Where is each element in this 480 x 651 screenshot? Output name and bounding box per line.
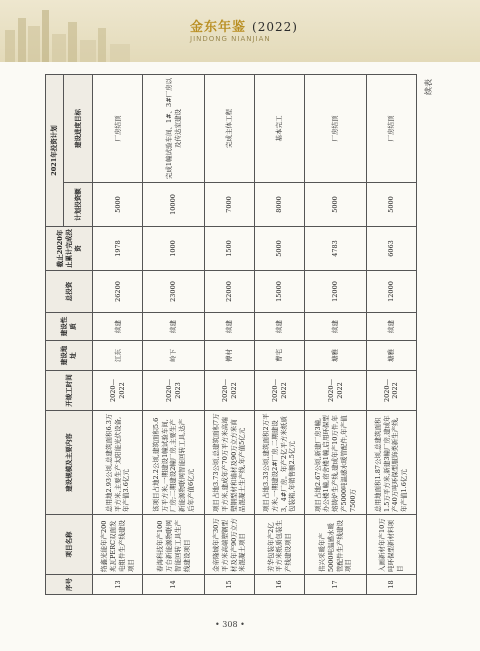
cell-cumulative: 1500 [205,227,255,271]
cell-location: 傅村 [205,341,255,371]
cell-progress: 厂房结顶 [305,75,367,183]
cell-name: 入画新材年产10万吨环保型新材料项目 [366,515,416,575]
cell-total: 12000 [366,271,416,313]
cell-total: 22000 [205,271,255,313]
cell-scale: 总用地面积1.87公顷,总建筑面积1.5万平方米,新建3幢厂房,建成年产40万吨环保型服饰类新生产线,年产值1.6亿元 [366,411,416,515]
cell-plan: 10000 [143,183,205,227]
cell-scale: 该项目占地2.2公顷,建筑面积5.6万平方米,一期建设1幢试验车间,厂房;二期建设2幢厂房,主要生产新能源物联网智能回转工具,达产后年产值6亿元 [143,411,205,515]
table-row [255,75,305,595]
table-body [93,75,417,595]
cell-scale: 项目占地2.67公顷,新建厂房3幢,办公楼1幢,宿舍楼1幢,启用环保型熔铸炉生产线,建成年产10万件,年产5000吨温感水暖管配件,年产值7500万 [305,411,367,515]
page-header [0,0,480,62]
cell-total: 26200 [93,271,143,313]
header-period: 开竣工时间 [46,371,93,411]
header-plan-group: 2021年投资计划 [46,75,64,227]
cell-plan: 5000 [366,183,416,227]
header-name: 项目名称 [46,515,93,575]
cell-nature: 续建 [143,313,205,341]
cell-progress: 厂房结顶 [93,75,143,183]
header-plan: 计划投资额 [64,183,93,227]
cell-cumulative: 1978 [93,227,143,271]
cell-name: 春海科技年产100万台新能源物联网智能回转工具生产线建设项目 [143,515,205,575]
cell-nature: 续建 [255,313,305,341]
cell-nature: 续建 [305,313,367,341]
cell-period: 2020—2022 [255,371,305,411]
cell-location: 塘雅 [305,341,367,371]
city-skyline-image [0,0,150,62]
cell-no: 16 [255,575,305,595]
header-cumulative: 截止2020年止累计完成投资 [46,227,93,271]
cell-period: 2020—2022 [305,371,367,411]
header-location: 建设地址 [46,341,93,371]
cell-progress: 厂房结顶 [366,75,416,183]
cell-plan: 8000 [255,183,305,227]
cell-scale: 项目占地3.33公顷,建筑面积2万平方米,一期建设2#厂房,二期建设3、4#厂房。年产2亿平方米纸质包装箱,年销售额2.5亿元 [255,411,305,515]
cell-cumulative: 5000 [255,227,305,271]
cell-name: 伟兴采暖年产5000吨温感水暖管配件生产线建设项目 [305,515,367,575]
cell-progress: 基本完工 [255,75,305,183]
cell-scale: 总用地2.93公顷,总建筑面积6.3万平方米,主要生产太阳能光伏设备,年产值3.6亿元 [93,411,143,515]
header-progress: 建设进度目标 [64,75,93,183]
cell-name: 芳华包装年产2亿平方米纸质包装生产线建设项目 [255,515,305,575]
cell-scale: 项目占地3.73公顷,总建筑面积7万平方米,建成年产70万平方米高端塑钢型材和墙材及90万立方米商品混凝土生产线,年产值5亿元 [205,411,255,515]
rotated-table-wrapper [45,75,437,595]
cell-total: 15000 [255,271,305,313]
cell-name: 络鑫光能年产200兆瓦PERC双面发电组件生产线建设项目 [93,515,143,575]
cell-plan: 7000 [205,183,255,227]
header-no: 序号 [46,575,93,595]
cell-nature: 续建 [205,313,255,341]
cell-location: 岭下 [143,341,205,371]
cell-no: 17 [305,575,367,595]
table-row [305,75,367,595]
cell-location: 塘雅 [366,341,416,371]
table-row [205,75,255,595]
table-stage [45,75,437,595]
header-total: 总投资 [46,271,93,313]
table-row [93,75,143,595]
cell-location: 江东 [93,341,143,371]
header-subtitle: JINDONG NIANJIAN [190,35,271,43]
cell-plan: 5000 [93,183,143,227]
table-row [143,75,205,595]
cell-name: 金帝隆城年产30万平方米高端塑钢型材及年产90万立方米混凝土项目 [205,515,255,575]
cell-no: 15 [205,575,255,595]
cell-progress: 完成1幢试验车间、1#、3#厂房以及传达室建设 [143,75,205,183]
cell-location: 曹宅 [255,341,305,371]
cell-no: 13 [93,575,143,595]
cell-progress: 完成主体工程 [205,75,255,183]
cell-period: 2020—2023 [143,371,205,411]
cell-no: 14 [143,575,205,595]
cell-no: 18 [366,575,416,595]
cell-period: 2020—2022 [93,371,143,411]
header-brand: 金东年鉴 (2022) [190,20,298,35]
cell-nature: 续建 [366,313,416,341]
cell-cumulative: 6063 [366,227,416,271]
cell-cumulative: 4783 [305,227,367,271]
cell-plan: 5000 [305,183,367,227]
table-row [366,75,416,595]
investment-plan-table [45,74,417,595]
continued-label: 续表 [424,79,433,95]
cell-period: 2020—2022 [366,371,416,411]
cell-period: 2020—2022 [205,371,255,411]
header-nature: 建设性质 [46,313,93,341]
cell-total: 23000 [143,271,205,313]
cell-total: 12000 [305,271,367,313]
cell-nature: 续建 [93,313,143,341]
header-scale: 建设规模及主要内容 [46,411,93,515]
page-number: • 308 • [215,620,245,629]
cell-cumulative: 1000 [143,227,205,271]
